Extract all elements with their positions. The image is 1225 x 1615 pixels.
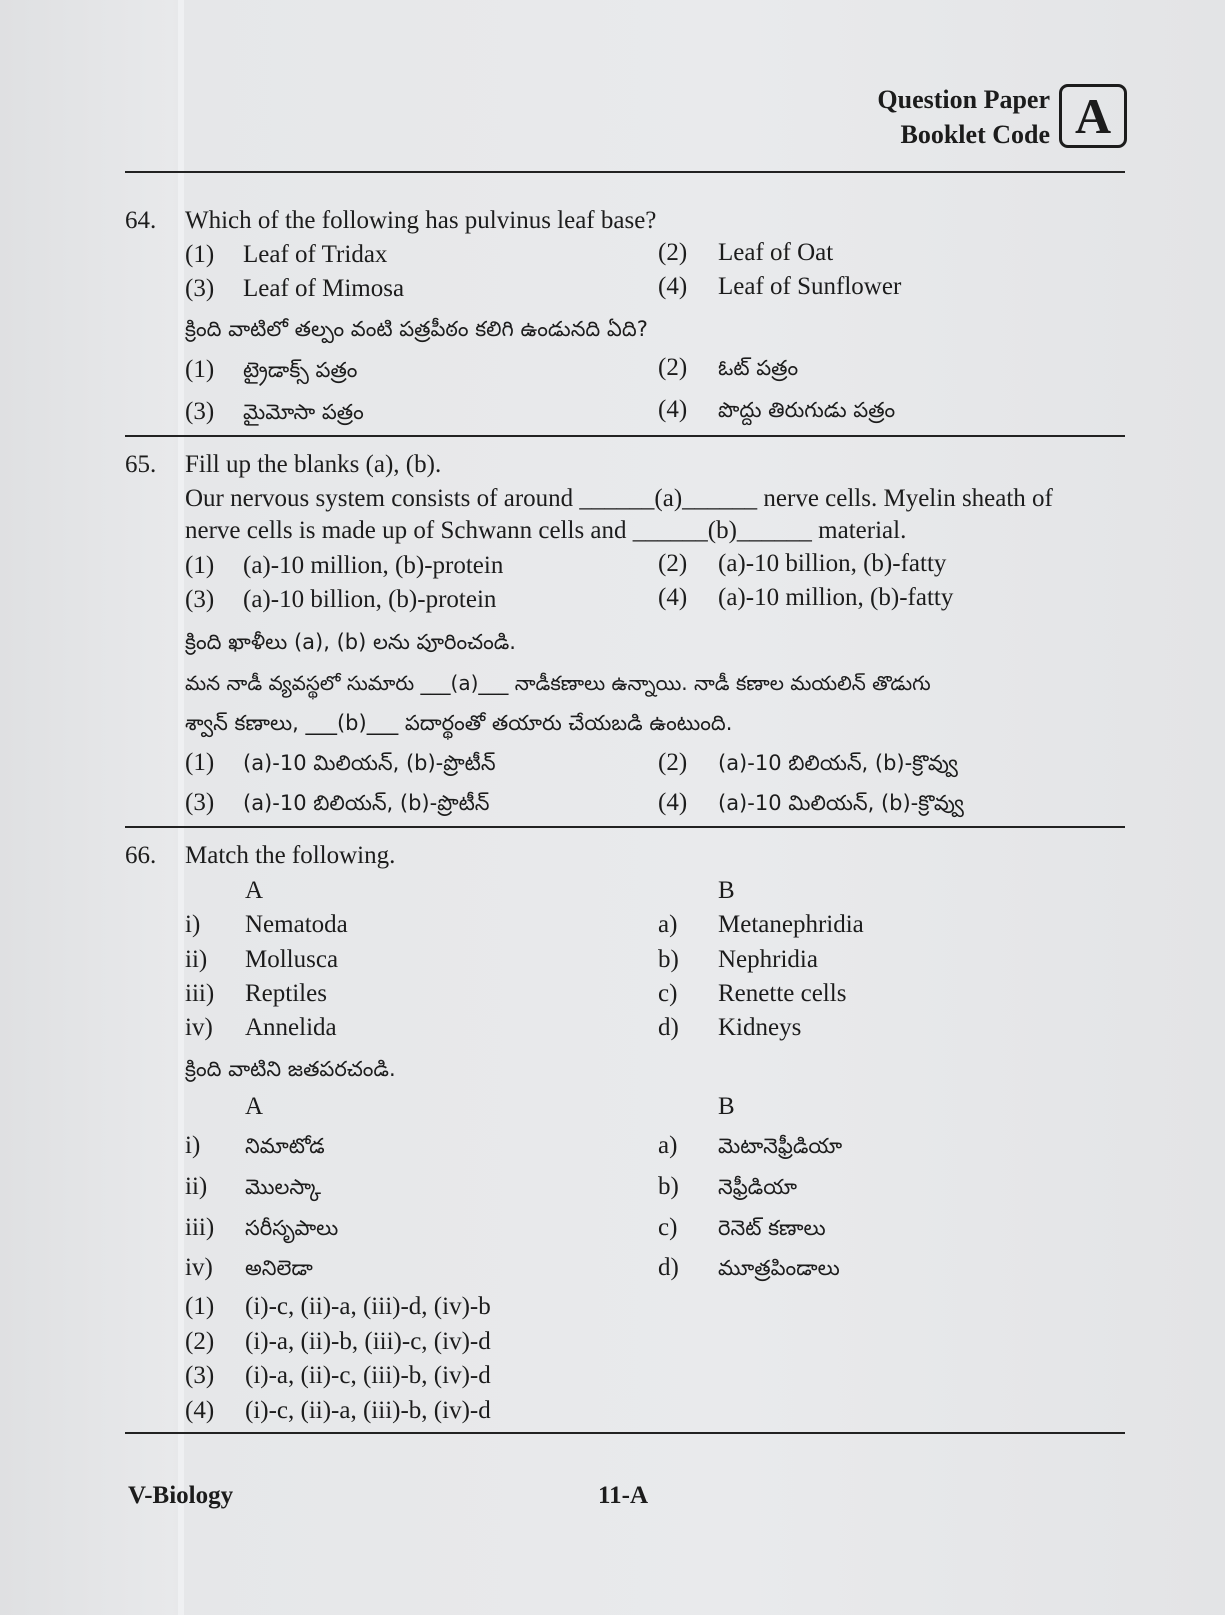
- q64-divider: [125, 435, 1125, 437]
- q66-answer-1-num: (1): [185, 1293, 215, 1320]
- q65-question: Fill up the blanks (a), (b).: [185, 451, 442, 478]
- q64-option-2-text: Leaf of Oat: [718, 239, 834, 266]
- q66-divider: [125, 1432, 1125, 1434]
- q64-question: Which of the following has pulvinus leaf base?: [185, 207, 657, 234]
- q65-divider: [125, 826, 1125, 828]
- q66-question: Match the following.: [185, 842, 396, 869]
- booklet-code-box: A: [1059, 84, 1127, 148]
- booklet-code-label-line1: Question Paper: [877, 85, 1050, 114]
- q66-telugu-right-2-text: నెఫ్రీడియా: [718, 1175, 797, 1199]
- q65-option-3-num: (3): [185, 586, 215, 613]
- q64-telugu-option-3-num: (3): [185, 398, 215, 425]
- header-divider: [125, 171, 1125, 173]
- q65-option-1-text: (a)-10 million, (b)-protein: [243, 552, 504, 579]
- q66-answer-2-num: (2): [185, 1328, 215, 1355]
- q64-option-1-text: Leaf of Tridax: [243, 241, 388, 268]
- q66-telugu-column-b-heading: B: [718, 1093, 735, 1120]
- q66-answer-2-text: (i)-a, (ii)-b, (iii)-c, (iv)-d: [245, 1328, 491, 1355]
- q64-option-3-num: (3): [185, 275, 215, 302]
- q66-telugu-right-2-num: b): [658, 1173, 679, 1200]
- q65-telugu-question: క్రింది ఖాళీలు (a), (b) లను పూరించండి.: [185, 630, 516, 654]
- q64-telugu-option-4-num: (4): [658, 396, 688, 423]
- q65-telugu-option-1-text: (a)-10 మిలియన్, (b)-ప్రొటీన్: [243, 751, 496, 775]
- q66-right-4-text: Kidneys: [718, 1014, 802, 1041]
- q66-left-4-text: Annelida: [245, 1014, 337, 1041]
- footer-subject: V-Biology: [128, 1482, 234, 1509]
- q64-telugu-question: క్రింది వాటిలో తల్పం వంటి పత్రపీఠం కలిగి ఉండునది ఏది?: [185, 317, 648, 341]
- q66-telugu-left-1-text: నిమాటోడ: [245, 1134, 325, 1158]
- q66-right-4-num: d): [658, 1014, 679, 1041]
- q66-telugu-question: క్రింది వాటిని జతపరచండి.: [185, 1057, 396, 1081]
- q66-telugu-right-4-text: మూత్రపిండాలు: [718, 1256, 840, 1280]
- q65-telugu-option-4-text: (a)-10 మిలియన్, (b)-క్రొవ్వు: [718, 791, 964, 815]
- q65-line-2: Our nervous system consists of around ______(a)______ nerve cells. Myelin sheath of: [185, 485, 1053, 512]
- q64-telugu-option-4-text: పొద్దు తిరుగుడు పత్రం: [718, 398, 896, 422]
- q65-option-1-num: (1): [185, 552, 215, 579]
- q66-telugu-right-3-num: c): [658, 1214, 678, 1241]
- q66-right-2-text: Nephridia: [718, 946, 818, 973]
- booklet-code-label-line2: Booklet Code: [900, 120, 1050, 149]
- q66-telugu-left-3-num: iii): [185, 1214, 215, 1241]
- q66-answer-3-num: (3): [185, 1362, 215, 1389]
- q66-left-2-num: ii): [185, 946, 208, 973]
- q66-right-1-text: Metanephridia: [718, 911, 864, 938]
- q66-telugu-right-4-num: d): [658, 1254, 679, 1281]
- q66-telugu-left-3-text: సరీసృపాలు: [245, 1216, 339, 1240]
- q66-right-3-num: c): [658, 980, 678, 1007]
- q66-telugu-column-a-heading: A: [245, 1093, 264, 1120]
- q65-telugu-option-4-num: (4): [658, 789, 688, 816]
- footer-page-number: 11-A: [598, 1482, 648, 1509]
- q66-right-1-num: a): [658, 911, 678, 938]
- q64-option-3-text: Leaf of Mimosa: [243, 275, 405, 302]
- q64-option-1-num: (1): [185, 241, 215, 268]
- q66-left-4-num: iv): [185, 1014, 213, 1041]
- q66-telugu-right-1-num: a): [658, 1132, 678, 1159]
- page-fold-shadow: [178, 0, 184, 1615]
- q65-number: 65.: [125, 451, 157, 478]
- q66-column-b-heading: B: [718, 877, 735, 904]
- q65-telugu-option-1-num: (1): [185, 749, 215, 776]
- q64-option-2-num: (2): [658, 239, 688, 266]
- q66-telugu-left-4-num: iv): [185, 1254, 213, 1281]
- q66-answer-3-text: (i)-a, (ii)-c, (iii)-b, (iv)-d: [245, 1362, 491, 1389]
- q64-option-4-num: (4): [658, 273, 688, 300]
- q66-number: 66.: [125, 842, 157, 869]
- q65-telugu-line-3: శ్వాన్ కణాలు, ___(b)___ పదార్థంతో తయారు చేయబడి ఉంటుంది.: [185, 711, 733, 735]
- q66-telugu-left-1-num: i): [185, 1132, 201, 1159]
- q65-option-2-text: (a)-10 billion, (b)-fatty: [718, 550, 947, 577]
- q66-telugu-right-1-text: మెటానెఫ్రీడియా: [718, 1134, 843, 1158]
- q65-option-2-num: (2): [658, 550, 688, 577]
- q66-left-1-num: i): [185, 911, 201, 938]
- q66-answer-4-num: (4): [185, 1397, 215, 1424]
- q66-left-3-num: iii): [185, 980, 215, 1007]
- q64-telugu-option-1-num: (1): [185, 356, 215, 383]
- q65-telugu-option-3-text: (a)-10 బిలియన్, (b)-ప్రొటీన్: [243, 791, 490, 815]
- q66-telugu-left-2-num: ii): [185, 1173, 208, 1200]
- q65-telugu-option-2-num: (2): [658, 749, 688, 776]
- q65-option-4-num: (4): [658, 584, 688, 611]
- q66-column-a-heading: A: [245, 877, 264, 904]
- q64-telugu-option-2-num: (2): [658, 354, 688, 381]
- q64-telugu-option-3-text: మైమోసా పత్రం: [243, 400, 364, 424]
- q66-telugu-left-2-text: మొలస్కా: [245, 1175, 322, 1199]
- q66-answer-1-text: (i)-c, (ii)-a, (iii)-d, (iv)-b: [245, 1293, 491, 1320]
- q65-telugu-option-3-num: (3): [185, 789, 215, 816]
- q65-line-3: nerve cells is made up of Schwann cells and ______(b)______ material.: [185, 517, 907, 544]
- q64-telugu-option-2-text: ఓట్ పత్రం: [718, 356, 799, 380]
- q66-answer-4-text: (i)-c, (ii)-a, (iii)-b, (iv)-d: [245, 1397, 491, 1424]
- q65-telugu-option-2-text: (a)-10 బిలియన్, (b)-క్రొవ్వు: [718, 751, 958, 775]
- booklet-code-label: [860, 82, 1050, 152]
- q66-left-3-text: Reptiles: [245, 980, 327, 1007]
- q65-option-3-text: (a)-10 billion, (b)-protein: [243, 586, 497, 613]
- q66-telugu-right-3-text: రెనెట్ కణాలు: [718, 1216, 826, 1240]
- q66-telugu-left-4-text: అనిలెడా: [245, 1256, 313, 1280]
- q66-right-3-text: Renette cells: [718, 980, 847, 1007]
- q65-option-4-text: (a)-10 million, (b)-fatty: [718, 584, 954, 611]
- q66-left-1-text: Nematoda: [245, 911, 348, 938]
- q64-telugu-option-1-text: ట్రైడాక్స్ పత్రం: [243, 358, 358, 382]
- q66-left-2-text: Mollusca: [245, 946, 339, 973]
- q64-number: 64.: [125, 207, 157, 234]
- q64-option-4-text: Leaf of Sunflower: [718, 273, 902, 300]
- q65-telugu-line-2: మన నాడీ వ్యవస్థలో సుమారు ___(a)___ నాడీకణాలు ఉన్నాయి. నాడీ కణాల మయలిన్ తొడుగు: [185, 671, 931, 695]
- q66-right-2-num: b): [658, 946, 679, 973]
